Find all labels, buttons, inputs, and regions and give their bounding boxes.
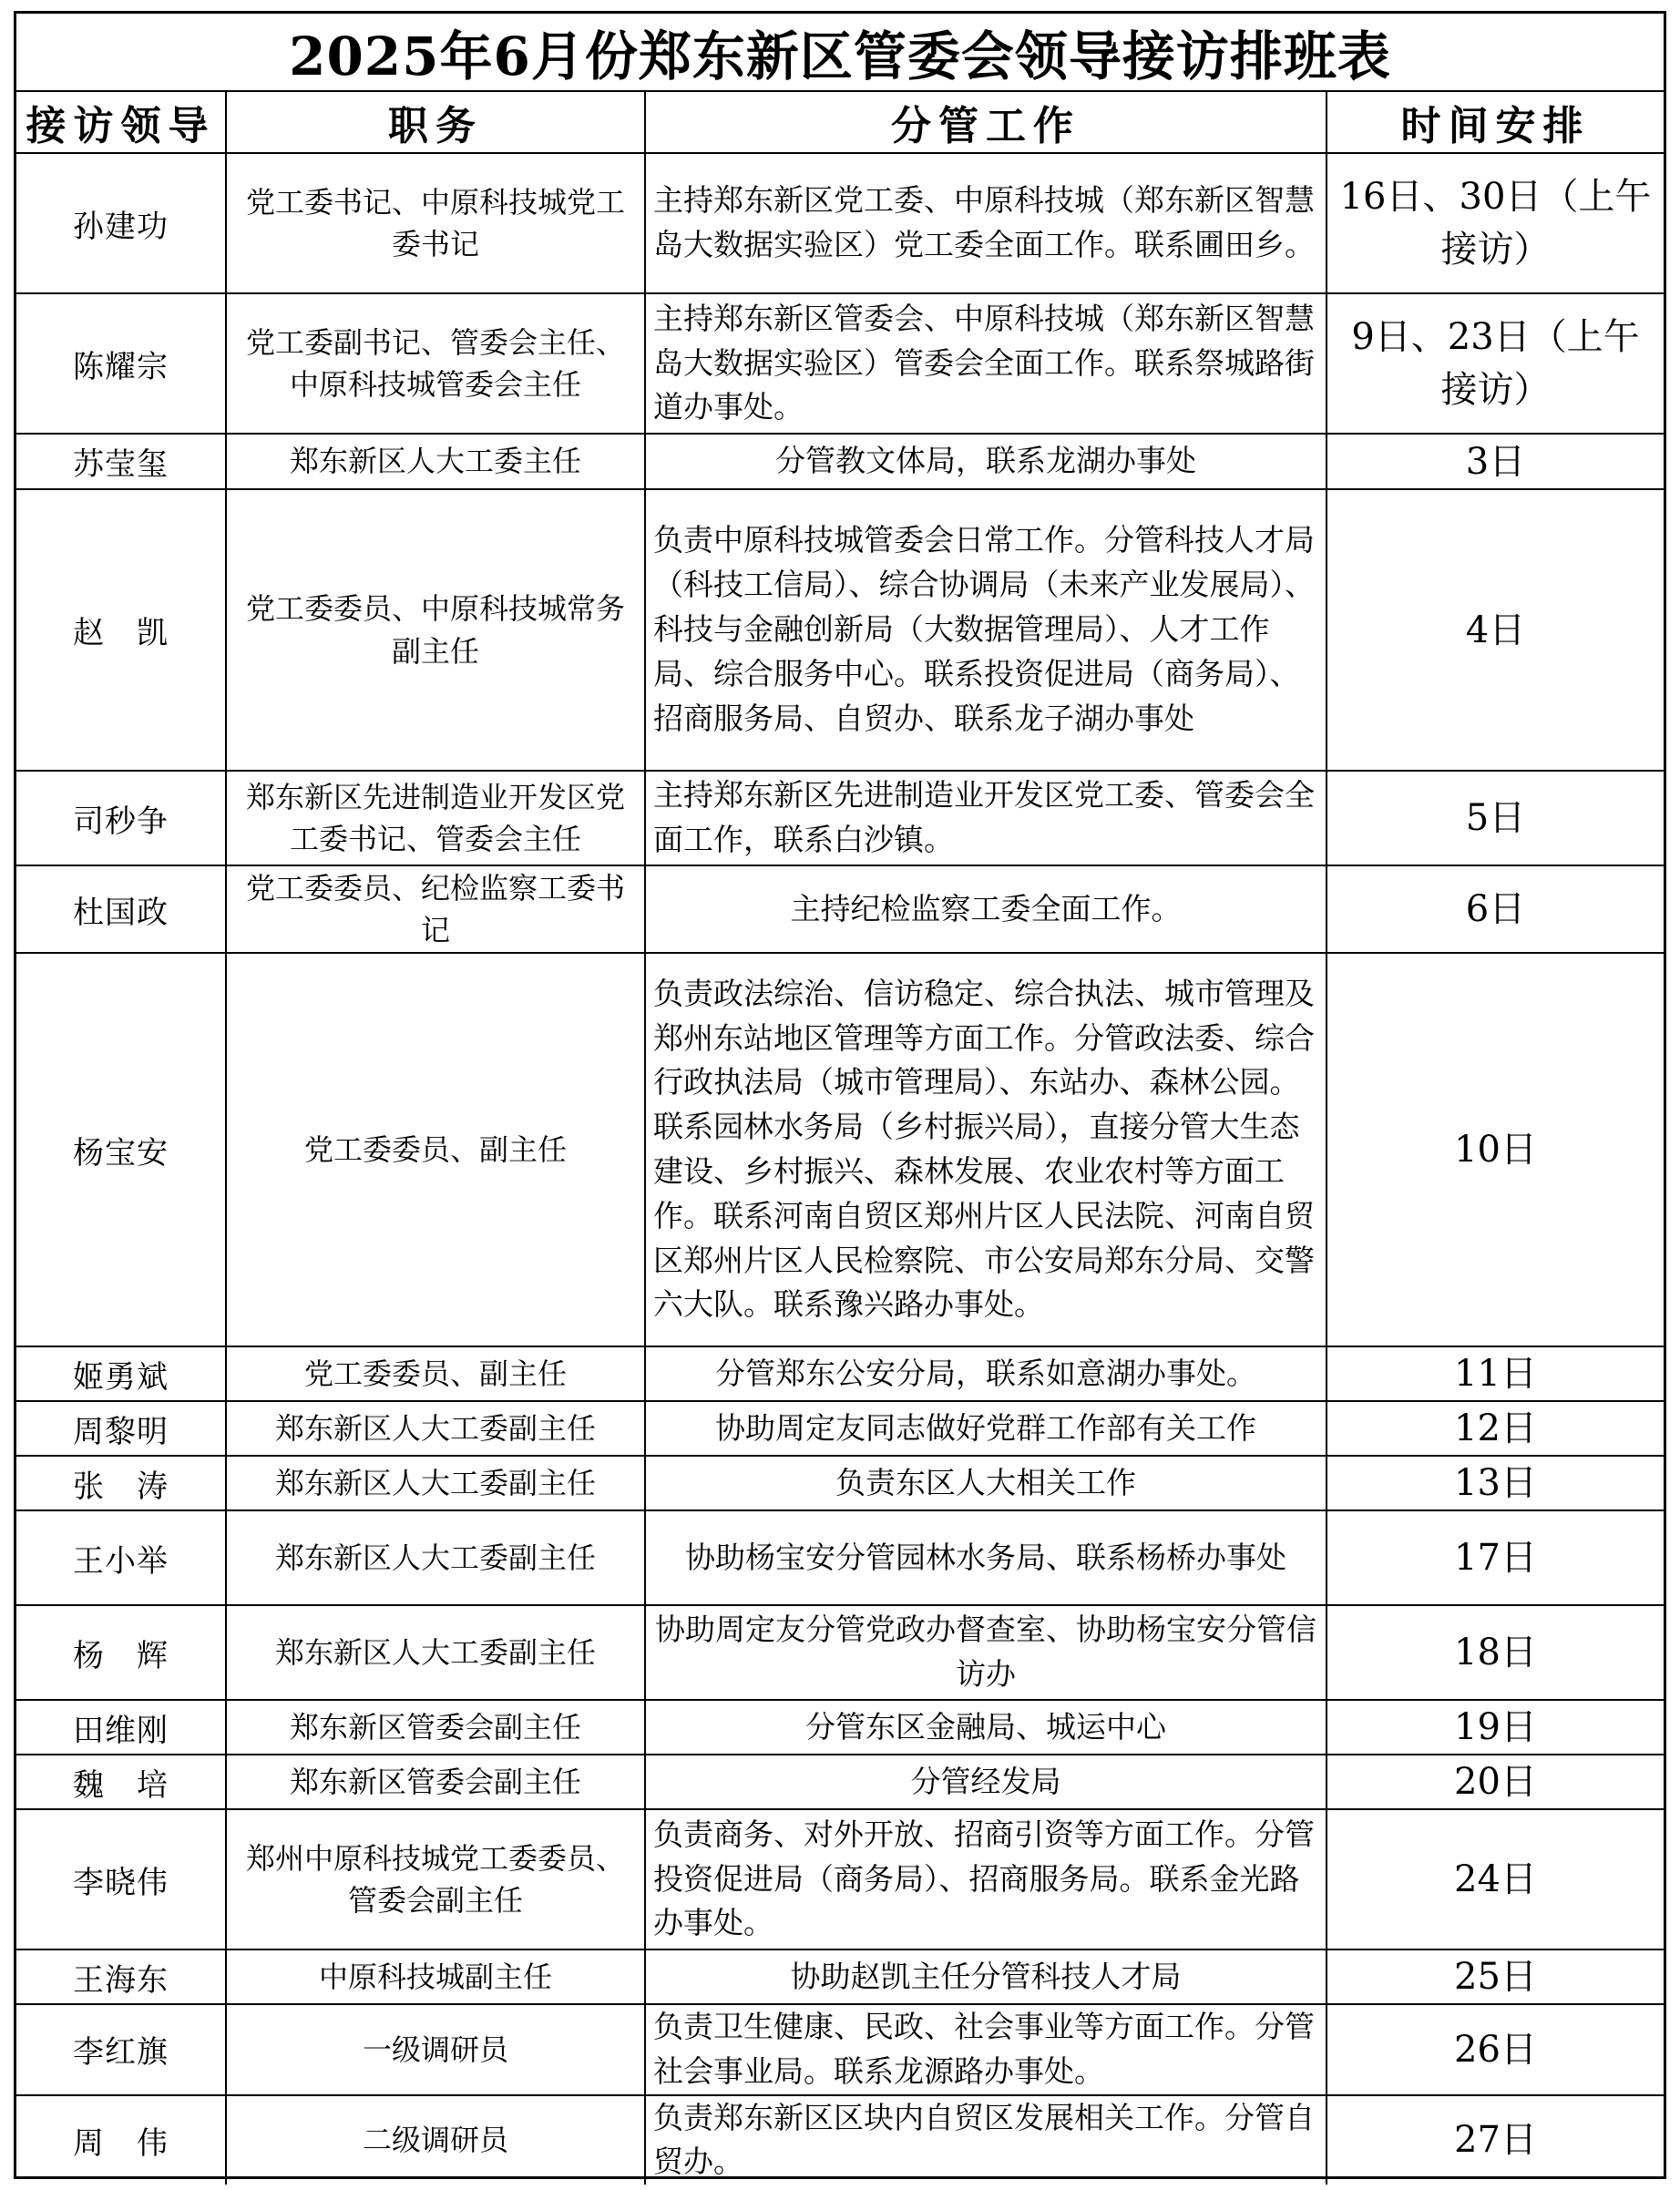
work-scope: 协助周定友同志做好党群工作部有关工作	[645, 1401, 1327, 1456]
leader-position: 郑东新区管委会副主任	[226, 1700, 645, 1755]
leader-position: 郑东新区人大工委主任	[226, 434, 645, 489]
schedule-time: 10日	[1327, 953, 1664, 1346]
table-row	[16, 1401, 1664, 1456]
leader-position: 郑东新区人大工委副主任	[226, 1605, 645, 1700]
leader-name: 张 涛	[16, 1456, 226, 1510]
leader-position: 党工委副书记、管委会主任、中原科技城管委会主任	[226, 293, 645, 434]
table-row	[16, 953, 1664, 1346]
schedule-time: 12日	[1327, 1401, 1664, 1456]
leader-position: 党工委书记、中原科技城党工委书记	[226, 153, 645, 293]
table-row	[16, 2004, 1664, 2095]
schedule-time: 27日	[1327, 2095, 1664, 2185]
leader-position: 郑东新区人大工委副主任	[226, 1510, 645, 1605]
work-scope: 负责中原科技城管委会日常工作。分管科技人才局（科技工信局）、综合协调局（未来产业发展局）、科技与金融创新局（大数据管理局）、人才工作局、综合服务中心。联系投资促进局（商务局）、招商服务局、自贸办、联系龙子湖办事处	[645, 489, 1327, 771]
work-scope: 分管东区金融局、城运中心	[645, 1700, 1327, 1755]
leader-name: 杜国政	[16, 865, 226, 953]
leader-name: 孙建功	[16, 153, 226, 293]
work-scope: 负责商务、对外开放、招商引资等方面工作。分管投资促进局（商务局）、招商服务局。联系金光路办事处。	[645, 1809, 1327, 1950]
work-scope: 分管经发局	[645, 1755, 1327, 1809]
page-title: 2025年6月份郑东新区管委会领导接访排班表	[16, 14, 1664, 92]
table-row	[16, 1346, 1664, 1401]
schedule-time: 5日	[1327, 771, 1664, 865]
schedule-time: 9日、23日（上午接访）	[1327, 293, 1664, 434]
table-row	[16, 153, 1664, 293]
work-scope: 主持纪检监察工委全面工作。	[645, 865, 1327, 953]
schedule-time: 11日	[1327, 1346, 1664, 1401]
header-row	[16, 92, 1664, 153]
schedule-time: 16日、30日（上午接访）	[1327, 153, 1664, 293]
work-scope: 负责郑东新区区块内自贸区发展相关工作。分管自贸办。	[645, 2095, 1327, 2185]
leader-name: 姬勇斌	[16, 1346, 226, 1401]
table-row	[16, 489, 1664, 771]
leader-name: 周 伟	[16, 2095, 226, 2185]
schedule-time: 26日	[1327, 2004, 1664, 2095]
leader-position: 党工委委员、副主任	[226, 1346, 645, 1401]
leader-position: 郑东新区人大工委副主任	[226, 1456, 645, 1510]
work-scope: 主持郑东新区先进制造业开发区党工委、管委会全面工作，联系白沙镇。	[645, 771, 1327, 865]
leader-position: 党工委委员、纪检监察工委书记	[226, 865, 645, 953]
table-row	[16, 1755, 1664, 1809]
leader-name: 赵 凯	[16, 489, 226, 771]
leader-name: 魏 培	[16, 1755, 226, 1809]
header-work: 分管工作	[645, 92, 1327, 153]
leader-name: 杨宝安	[16, 953, 226, 1346]
leader-name: 周黎明	[16, 1401, 226, 1456]
table-row	[16, 2095, 1664, 2185]
work-scope: 主持郑东新区党工委、中原科技城（郑东新区智慧岛大数据实验区）党工委全面工作。联系圃田乡。	[645, 153, 1327, 293]
schedule-time: 6日	[1327, 865, 1664, 953]
table-row	[16, 1605, 1664, 1700]
header-position: 职务	[226, 92, 645, 153]
leader-name: 陈耀宗	[16, 293, 226, 434]
schedule-time: 19日	[1327, 1700, 1664, 1755]
work-scope: 负责卫生健康、民政、社会事业等方面工作。分管社会事业局。联系龙源路办事处。	[645, 2004, 1327, 2095]
leader-position: 郑州中原科技城党工委委员、管委会副主任	[226, 1809, 645, 1950]
work-scope: 负责东区人大相关工作	[645, 1456, 1327, 1510]
leader-name: 司秒争	[16, 771, 226, 865]
leader-name: 王小举	[16, 1510, 226, 1605]
table-row	[16, 1700, 1664, 1755]
leader-name: 李红旗	[16, 2004, 226, 2095]
leader-position: 二级调研员	[226, 2095, 645, 2185]
table-row	[16, 1510, 1664, 1605]
work-scope: 协助赵凯主任分管科技人才局	[645, 1950, 1327, 2004]
leader-position: 郑东新区管委会副主任	[226, 1755, 645, 1809]
leader-position: 党工委委员、中原科技城常务副主任	[226, 489, 645, 771]
header-time: 时间安排	[1327, 92, 1664, 153]
table-row	[16, 865, 1664, 953]
schedule-time: 20日	[1327, 1755, 1664, 1809]
header-leader: 接访领导	[16, 92, 226, 153]
table-row	[16, 293, 1664, 434]
table-row	[16, 1809, 1664, 1950]
leader-name: 苏莹玺	[16, 434, 226, 489]
schedule-time: 24日	[1327, 1809, 1664, 1950]
table-row	[16, 1950, 1664, 2004]
schedule-table	[16, 92, 1664, 2185]
schedule-time: 4日	[1327, 489, 1664, 771]
leader-position: 郑东新区先进制造业开发区党工委书记、管委会主任	[226, 771, 645, 865]
work-scope: 协助周定友分管党政办督查室、协助杨宝安分管信访办	[645, 1605, 1327, 1700]
schedule-time: 17日	[1327, 1510, 1664, 1605]
work-scope: 主持郑东新区管委会、中原科技城（郑东新区智慧岛大数据实验区）管委会全面工作。联系祭城路街道办事处。	[645, 293, 1327, 434]
table-row	[16, 771, 1664, 865]
schedule-time: 3日	[1327, 434, 1664, 489]
leader-name: 杨 辉	[16, 1605, 226, 1700]
leader-name: 李晓伟	[16, 1809, 226, 1950]
leader-position: 一级调研员	[226, 2004, 645, 2095]
work-scope: 协助杨宝安分管园林水务局、联系杨桥办事处	[645, 1510, 1327, 1605]
work-scope: 分管教文体局，联系龙湖办事处	[645, 434, 1327, 489]
schedule-sheet	[14, 11, 1666, 2179]
schedule-time: 13日	[1327, 1456, 1664, 1510]
leader-position: 郑东新区人大工委副主任	[226, 1401, 645, 1456]
leader-name: 王海东	[16, 1950, 226, 2004]
leader-position: 中原科技城副主任	[226, 1950, 645, 2004]
table-row	[16, 434, 1664, 489]
schedule-time: 25日	[1327, 1950, 1664, 2004]
table-row	[16, 1456, 1664, 1510]
work-scope: 分管郑东公安分局，联系如意湖办事处。	[645, 1346, 1327, 1401]
leader-position: 党工委委员、副主任	[226, 953, 645, 1346]
work-scope: 负责政法综治、信访稳定、综合执法、城市管理及郑州东站地区管理等方面工作。分管政法委、综合行政执法局（城市管理局）、东站办、森林公园。联系园林水务局（乡村振兴局），直接分管大生态建设、乡村振兴、森林发展、农业农村等方面工作。联系河南自贸区郑州片区人民法院、河南自贸区郑州片区人民检察院、市公安局郑东分局、交警六大队。联系豫兴路办事处。	[645, 953, 1327, 1346]
schedule-time: 18日	[1327, 1605, 1664, 1700]
leader-name: 田维刚	[16, 1700, 226, 1755]
